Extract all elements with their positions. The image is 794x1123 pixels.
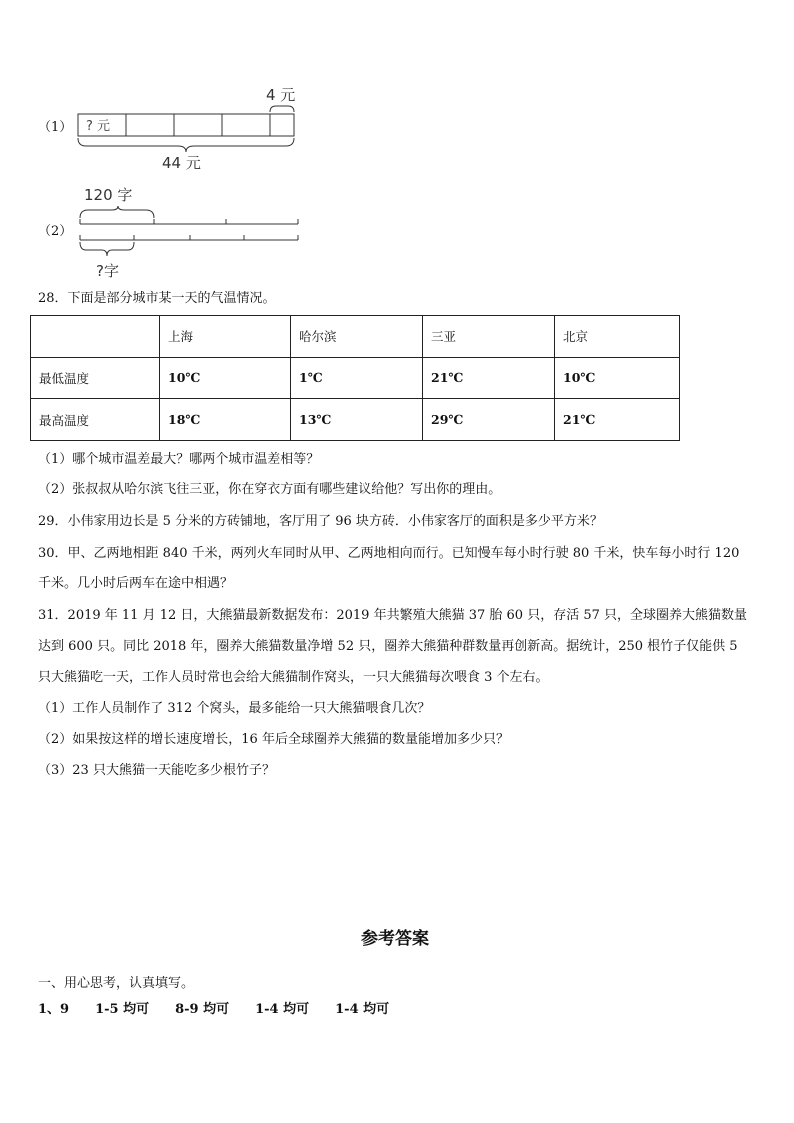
q31-sub3: （3）23 只大熊猫一天能吃多少根竹子？ [38,763,275,778]
q28-text: 28．下面是部分城市某一天的气温情况。 [38,291,276,306]
table-cell: 18℃ [160,399,291,441]
table-cell: 13℃ [291,399,423,441]
table-corner-cell [31,316,160,358]
row-label-cell: 最高温度 [31,399,160,441]
q31-line3: 只大熊猫吃一天，工作人员时常也会给大熊猫制作窝头，一只大熊猫每次喂食 3 个左右。 [38,670,549,685]
q28-sub1: （1）哪个城市温差最大？哪两个城市温差相等？ [38,452,320,467]
table-header-cell: 上海 [160,316,291,358]
table-row [31,399,680,441]
table-header-cell: 三亚 [423,316,555,358]
total-label: 44 元 [162,154,201,172]
segment-diagram-2 [70,180,310,285]
row-label-cell: 最低温度 [31,357,160,399]
diagram2-label: （2） [38,224,73,239]
answers-line1: 1、9 1-5 均可 8-9 均可 1-4 均可 1-4 均可 [38,1002,390,1017]
table-row [31,357,680,399]
unknown-part-label: ? 元 [86,119,111,134]
table-header-cell: 哈尔滨 [291,316,423,358]
q31-line1: 31．2019 年 11 月 12 日，大熊猫最新数据发布：2019 年共繁殖大熊猫 37 胎 60 只，存活 57 只，全球圈养大熊猫数量 [38,608,748,623]
table-header-row [31,316,680,358]
table-header-cell: 北京 [555,316,680,358]
table-cell: 21℃ [555,399,680,441]
answers-title: 参考答案 [361,929,429,949]
answers-section: 一、用心思考，认真填写。 [38,976,195,991]
q28-sub2: （2）张叔叔从哈尔滨飞往三亚，你在穿衣方面有哪些建议给他？写出你的理由。 [38,482,502,497]
table-cell: 21℃ [423,357,555,399]
q30-line2: 千米。几小时后两车在途中相遇？ [38,576,234,591]
q31-sub1: （1）工作人员制作了 312 个窝头，最多能给一只大熊猫喂食几次？ [38,701,431,716]
q31-line2: 达到 600 只。同比 2018 年，圈养大熊猫数量净增 52 只，圈养大熊猫种群数量再创新高。据统计，250 根竹子仅能供 5 [38,639,738,654]
q31-sub2: （2）如果按这样的增长速度增长，16 年后全球圈养大熊猫的数量能增加多少只？ [38,732,509,747]
table-cell: 10℃ [160,357,291,399]
table-cell: 29℃ [423,399,555,441]
diagram1-label: （1） [38,120,73,135]
bottom-value-label: ?字 [96,262,119,280]
segment-diagram-1 [70,80,310,175]
table-cell: 1℃ [291,357,423,399]
temperature-table [30,315,680,441]
extra-part-label: 4 元 [266,86,296,104]
top-value-label: 120 字 [84,186,133,204]
table-cell: 10℃ [555,357,680,399]
q29-text: 29．小伟家用边长是 5 分米的方砖铺地，客厅用了 96 块方砖．小伟家客厅的面积是多少平方米？ [38,514,603,529]
q30-line1: 30．甲、乙两地相距 840 千米，两列火车同时从甲、乙两地相向而行。已知慢车每小时行驶 80 千米，快车每小时行 120 [38,546,740,561]
